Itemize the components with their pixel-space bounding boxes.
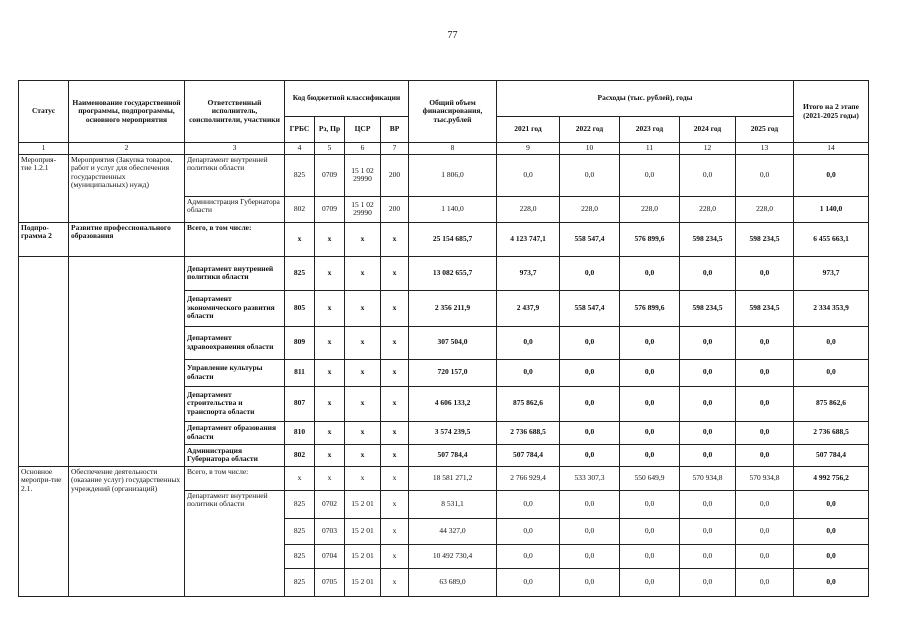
header-total: Общий объем финансирования, тыс.рублей bbox=[409, 81, 497, 143]
y2024-cell: 0,0 bbox=[680, 154, 736, 196]
responsible-cell: Управление культуры области bbox=[185, 359, 285, 386]
total-cell: 720 157,0 bbox=[409, 359, 497, 386]
vr-cell: х bbox=[381, 444, 409, 466]
col-number: 5 bbox=[315, 143, 345, 155]
name-cell: Мероприятия (Закупка товаров, работ и услуг для обеспечения государственных (муниципальных) нужд) bbox=[69, 154, 185, 222]
total-cell: 63 689,0 bbox=[409, 568, 497, 596]
total-cell: 2 356 211,9 bbox=[409, 290, 497, 326]
responsible-cell: Всего, в том числе: bbox=[185, 222, 285, 256]
y2022-cell: 533 307,3 bbox=[560, 466, 620, 490]
y2024-cell: 0,0 bbox=[680, 518, 736, 544]
y2025-cell: 0,0 bbox=[736, 326, 794, 359]
grbs-cell: х bbox=[285, 466, 315, 490]
grbs-cell: 807 bbox=[285, 386, 315, 421]
y2023-cell: 0,0 bbox=[620, 518, 680, 544]
rzpr-cell: 0702 bbox=[315, 490, 345, 518]
grbs-cell: 802 bbox=[285, 444, 315, 466]
y2025-cell: 0,0 bbox=[736, 568, 794, 596]
vr-cell: х bbox=[381, 386, 409, 421]
itogo-cell: 2 334 353,9 bbox=[794, 290, 869, 326]
y2022-cell: 558 547,4 bbox=[560, 222, 620, 256]
responsible-cell: Департамент здравоохранения области bbox=[185, 326, 285, 359]
header-itogo: Итого на 2 этапе (2021-2025 годы) bbox=[794, 81, 869, 143]
y2025-cell: 0,0 bbox=[736, 386, 794, 421]
itogo-cell: 2 736 688,5 bbox=[794, 421, 869, 444]
grbs-cell: 809 bbox=[285, 326, 315, 359]
y2023-cell: 0,0 bbox=[620, 568, 680, 596]
total-cell: 13 082 655,7 bbox=[409, 256, 497, 290]
y2021-cell: 2 766 929,4 bbox=[497, 466, 560, 490]
y2025-cell: 0,0 bbox=[736, 256, 794, 290]
y2024-cell: 0,0 bbox=[680, 444, 736, 466]
header-2022: 2022 год bbox=[560, 117, 620, 143]
status-cell: Основное меропри-тие 2.1. bbox=[19, 466, 69, 596]
y2021-cell: 0,0 bbox=[497, 568, 560, 596]
y2022-cell: 0,0 bbox=[560, 154, 620, 196]
rzpr-cell: 0705 bbox=[315, 568, 345, 596]
rzpr-cell: х bbox=[315, 386, 345, 421]
vr-cell: 200 bbox=[381, 196, 409, 222]
grbs-cell: 810 bbox=[285, 421, 315, 444]
vr-cell: х bbox=[381, 490, 409, 518]
itogo-cell: 0,0 bbox=[794, 544, 869, 568]
header-name: Наименование государственной программы, подпрограммы, основного мероприятия bbox=[69, 81, 185, 143]
responsible-cell: Департамент экономического развития области bbox=[185, 290, 285, 326]
table-row bbox=[19, 256, 869, 290]
rzpr-cell: х bbox=[315, 256, 345, 290]
y2021-cell: 2 736 688,5 bbox=[497, 421, 560, 444]
grbs-cell: 825 bbox=[285, 256, 315, 290]
y2023-cell: 576 899,6 bbox=[620, 290, 680, 326]
y2024-cell: 570 934,8 bbox=[680, 466, 736, 490]
header-grbs: ГРБС bbox=[285, 117, 315, 143]
vr-cell: х bbox=[381, 222, 409, 256]
itogo-cell: 973,7 bbox=[794, 256, 869, 290]
header-rzpr: Рз, Пр bbox=[315, 117, 345, 143]
y2024-cell: 0,0 bbox=[680, 359, 736, 386]
vr-cell: х bbox=[381, 518, 409, 544]
csr-cell: 15 2 01 bbox=[345, 490, 381, 518]
total-cell: 18 581 271,2 bbox=[409, 466, 497, 490]
rzpr-cell: х bbox=[315, 290, 345, 326]
grbs-cell: 825 bbox=[285, 490, 315, 518]
rzpr-cell: 0709 bbox=[315, 196, 345, 222]
rzpr-cell: х bbox=[315, 326, 345, 359]
vr-cell: х bbox=[381, 421, 409, 444]
name-cell: Обеспечение деятельности (оказание услуг) государственных учреждений (организаций) bbox=[69, 466, 185, 596]
csr-cell: 15 2 01 bbox=[345, 544, 381, 568]
responsible-cell: Департамент строительства и транспорта области bbox=[185, 386, 285, 421]
page-number: 77 bbox=[447, 30, 458, 41]
vr-cell: х bbox=[381, 359, 409, 386]
total-cell: 1 140,0 bbox=[409, 196, 497, 222]
rzpr-cell: х bbox=[315, 444, 345, 466]
grbs-cell: 802 bbox=[285, 196, 315, 222]
col-number: 11 bbox=[620, 143, 680, 155]
rzpr-cell: х bbox=[315, 421, 345, 444]
itogo-cell: 0,0 bbox=[794, 490, 869, 518]
y2021-cell: 973,7 bbox=[497, 256, 560, 290]
y2023-cell: 0,0 bbox=[620, 544, 680, 568]
csr-cell: х bbox=[345, 386, 381, 421]
y2023-cell: 576 899,6 bbox=[620, 222, 680, 256]
y2021-cell: 0,0 bbox=[497, 490, 560, 518]
csr-cell: х bbox=[345, 421, 381, 444]
responsible-cell: Департамент внутренней политики области bbox=[185, 256, 285, 290]
y2025-cell: 598 234,5 bbox=[736, 290, 794, 326]
y2022-cell: 0,0 bbox=[560, 518, 620, 544]
itogo-cell: 6 455 663,1 bbox=[794, 222, 869, 256]
col-number: 4 bbox=[285, 143, 315, 155]
y2023-cell: 0,0 bbox=[620, 326, 680, 359]
csr-cell: 15 2 01 bbox=[345, 518, 381, 544]
y2025-cell: 0,0 bbox=[736, 490, 794, 518]
grbs-cell: 825 bbox=[285, 568, 315, 596]
y2025-cell: 0,0 bbox=[736, 444, 794, 466]
total-cell: 8 531,1 bbox=[409, 490, 497, 518]
y2022-cell: 0,0 bbox=[560, 326, 620, 359]
itogo-cell: 0,0 bbox=[794, 326, 869, 359]
vr-cell: х bbox=[381, 290, 409, 326]
y2025-cell: 0,0 bbox=[736, 421, 794, 444]
vr-cell: х bbox=[381, 544, 409, 568]
csr-cell: 15 1 02 29990 bbox=[345, 154, 381, 196]
grbs-cell: 805 bbox=[285, 290, 315, 326]
y2023-cell: 0,0 bbox=[620, 256, 680, 290]
table-row bbox=[19, 222, 869, 256]
col-number: 2 bbox=[69, 143, 185, 155]
y2024-cell: 598 234,5 bbox=[680, 290, 736, 326]
y2025-cell: 0,0 bbox=[736, 154, 794, 196]
name-cell-empty bbox=[69, 256, 185, 466]
grbs-cell: 825 bbox=[285, 518, 315, 544]
y2022-cell: 0,0 bbox=[560, 544, 620, 568]
csr-cell: х bbox=[345, 359, 381, 386]
y2025-cell: 0,0 bbox=[736, 518, 794, 544]
csr-cell: 15 1 02 29990 bbox=[345, 196, 381, 222]
vr-cell: х bbox=[381, 256, 409, 290]
y2021-cell: 0,0 bbox=[497, 326, 560, 359]
y2021-cell: 0,0 bbox=[497, 359, 560, 386]
y2022-cell: 0,0 bbox=[560, 421, 620, 444]
responsible-cell: Администрация Губернатора области bbox=[185, 196, 285, 222]
y2025-cell: 0,0 bbox=[736, 544, 794, 568]
y2024-cell: 598 234,5 bbox=[680, 222, 736, 256]
grbs-cell: 811 bbox=[285, 359, 315, 386]
y2022-cell: 0,0 bbox=[560, 386, 620, 421]
y2024-cell: 0,0 bbox=[680, 421, 736, 444]
itogo-cell: 4 992 756,2 bbox=[794, 466, 869, 490]
y2023-cell: 0,0 bbox=[620, 421, 680, 444]
header-csr: ЦСР bbox=[345, 117, 381, 143]
responsible-cell: Администрация Губернатора области bbox=[185, 444, 285, 466]
total-cell: 3 574 239,5 bbox=[409, 421, 497, 444]
header-2025: 2025 год bbox=[736, 117, 794, 143]
responsible-cell: Департамент внутренней политики области bbox=[185, 154, 285, 196]
itogo-cell: 0,0 bbox=[794, 518, 869, 544]
itogo-cell: 0,0 bbox=[794, 568, 869, 596]
itogo-cell: 1 140,0 bbox=[794, 196, 869, 222]
csr-cell: х bbox=[345, 256, 381, 290]
itogo-cell: 875 862,6 bbox=[794, 386, 869, 421]
y2023-cell: 0,0 bbox=[620, 444, 680, 466]
name-cell: Развитие профессионального образования bbox=[69, 222, 185, 256]
y2023-cell: 550 649,9 bbox=[620, 466, 680, 490]
y2023-cell: 228,0 bbox=[620, 196, 680, 222]
csr-cell: х bbox=[345, 444, 381, 466]
y2024-cell: 0,0 bbox=[680, 568, 736, 596]
y2022-cell: 0,0 bbox=[560, 568, 620, 596]
col-number: 13 bbox=[736, 143, 794, 155]
csr-cell: х bbox=[345, 290, 381, 326]
y2021-cell: 2 437,9 bbox=[497, 290, 560, 326]
col-number: 1 bbox=[19, 143, 69, 155]
header-2024: 2024 год bbox=[680, 117, 736, 143]
col-number: 9 bbox=[497, 143, 560, 155]
y2022-cell: 0,0 bbox=[560, 490, 620, 518]
header-responsible: Ответственный исполнитель, соисполнители, участники bbox=[185, 81, 285, 143]
budget-table bbox=[18, 80, 869, 597]
y2021-cell: 4 123 747,1 bbox=[497, 222, 560, 256]
grbs-cell: х bbox=[285, 222, 315, 256]
y2021-cell: 0,0 bbox=[497, 154, 560, 196]
col-number: 3 bbox=[185, 143, 285, 155]
itogo-cell: 0,0 bbox=[794, 154, 869, 196]
y2025-cell: 598 234,5 bbox=[736, 222, 794, 256]
header-vr: ВР bbox=[381, 117, 409, 143]
col-number: 12 bbox=[680, 143, 736, 155]
rzpr-cell: х bbox=[315, 222, 345, 256]
vr-cell: х bbox=[381, 568, 409, 596]
responsible-cell: Департамент образования области bbox=[185, 421, 285, 444]
status-cell-empty bbox=[19, 256, 69, 466]
table-row bbox=[19, 154, 869, 196]
y2022-cell: 558 547,4 bbox=[560, 290, 620, 326]
y2022-cell: 0,0 bbox=[560, 444, 620, 466]
csr-cell: 15 2 01 bbox=[345, 568, 381, 596]
y2021-cell: 0,0 bbox=[497, 518, 560, 544]
y2021-cell: 507 784,4 bbox=[497, 444, 560, 466]
y2022-cell: 0,0 bbox=[560, 359, 620, 386]
col-number: 6 bbox=[345, 143, 381, 155]
y2025-cell: 570 934,8 bbox=[736, 466, 794, 490]
y2024-cell: 0,0 bbox=[680, 386, 736, 421]
total-cell: 307 504,0 bbox=[409, 326, 497, 359]
y2022-cell: 0,0 bbox=[560, 256, 620, 290]
y2021-cell: 228,0 bbox=[497, 196, 560, 222]
col-number: 14 bbox=[794, 143, 869, 155]
y2024-cell: 0,0 bbox=[680, 544, 736, 568]
header-budget-code: Код бюджетной классификации bbox=[285, 81, 409, 117]
y2023-cell: 0,0 bbox=[620, 490, 680, 518]
rzpr-cell: 0703 bbox=[315, 518, 345, 544]
header-expenses: Расходы (тыс. рублей), годы bbox=[497, 81, 794, 117]
itogo-cell: 0,0 bbox=[794, 359, 869, 386]
y2024-cell: 0,0 bbox=[680, 490, 736, 518]
total-cell: 25 154 685,7 bbox=[409, 222, 497, 256]
total-cell: 507 784,4 bbox=[409, 444, 497, 466]
total-cell: 10 492 730,4 bbox=[409, 544, 497, 568]
responsible-cell: Департамент внутренней политики области bbox=[185, 490, 285, 596]
header-status: Статус bbox=[19, 81, 69, 143]
csr-cell: х bbox=[345, 222, 381, 256]
vr-cell: х bbox=[381, 466, 409, 490]
total-cell: 1 806,0 bbox=[409, 154, 497, 196]
total-cell: 4 606 133,2 bbox=[409, 386, 497, 421]
y2024-cell: 228,0 bbox=[680, 196, 736, 222]
responsible-cell: Всего, в том числе: bbox=[185, 466, 285, 490]
y2023-cell: 0,0 bbox=[620, 154, 680, 196]
vr-cell: х bbox=[381, 326, 409, 359]
y2021-cell: 875 862,6 bbox=[497, 386, 560, 421]
rzpr-cell: 0704 bbox=[315, 544, 345, 568]
y2025-cell: 0,0 bbox=[736, 359, 794, 386]
header-2023: 2023 год bbox=[620, 117, 680, 143]
csr-cell: х bbox=[345, 466, 381, 490]
rzpr-cell: 0709 bbox=[315, 154, 345, 196]
status-cell: Мероприя-тие 1.2.1 bbox=[19, 154, 69, 222]
y2023-cell: 0,0 bbox=[620, 359, 680, 386]
col-number: 10 bbox=[560, 143, 620, 155]
y2024-cell: 0,0 bbox=[680, 326, 736, 359]
y2023-cell: 0,0 bbox=[620, 386, 680, 421]
y2025-cell: 228,0 bbox=[736, 196, 794, 222]
table-row bbox=[19, 466, 869, 490]
status-cell: Подпро-грамма 2 bbox=[19, 222, 69, 256]
grbs-cell: 825 bbox=[285, 154, 315, 196]
vr-cell: 200 bbox=[381, 154, 409, 196]
csr-cell: х bbox=[345, 326, 381, 359]
y2022-cell: 228,0 bbox=[560, 196, 620, 222]
y2021-cell: 0,0 bbox=[497, 544, 560, 568]
total-cell: 44 327,0 bbox=[409, 518, 497, 544]
y2024-cell: 0,0 bbox=[680, 256, 736, 290]
itogo-cell: 507 784,4 bbox=[794, 444, 869, 466]
grbs-cell: 825 bbox=[285, 544, 315, 568]
rzpr-cell: х bbox=[315, 359, 345, 386]
header-2021: 2021 год bbox=[497, 117, 560, 143]
rzpr-cell: х bbox=[315, 466, 345, 490]
col-number: 7 bbox=[381, 143, 409, 155]
col-number: 8 bbox=[409, 143, 497, 155]
